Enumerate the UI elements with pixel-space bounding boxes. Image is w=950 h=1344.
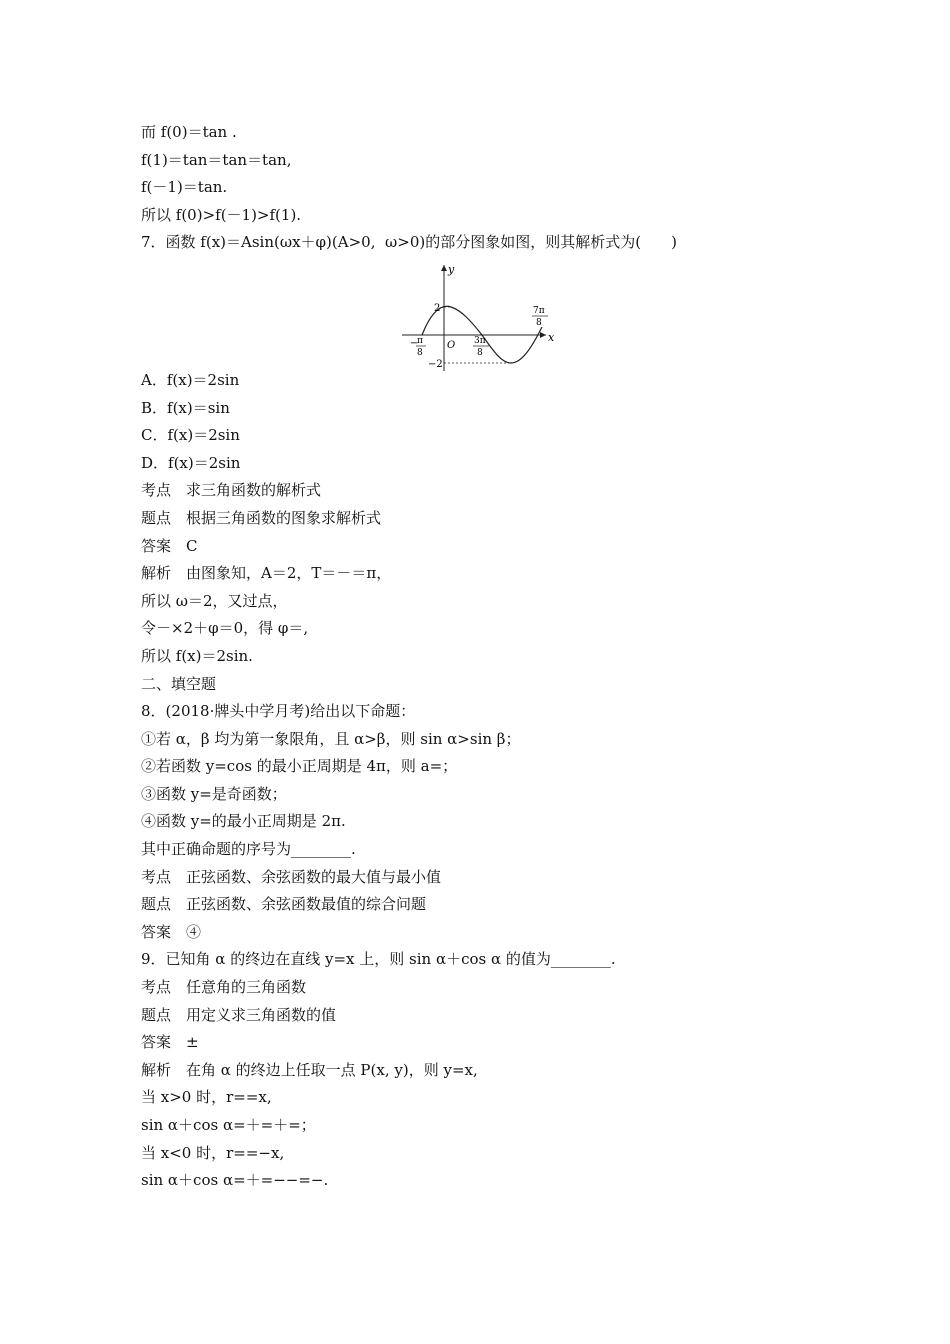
text-line: 所以 f(x)＝2sin. [141, 646, 253, 665]
y-min-label: −2 [428, 358, 443, 370]
text-line: ①若 α，β 均为第一象限角，且 α>β，则 sin α>sin β； [141, 729, 521, 748]
text-line: 考点 正弦函数、余弦函数的最大值与最小值 [141, 867, 442, 886]
y-axis-label: y [448, 262, 455, 276]
sine-graph-figure [141, 257, 821, 370]
text-line: sin α＋cos α=＋=＋=； [141, 1116, 316, 1134]
x-right-num: 7π [533, 305, 545, 316]
text-line: 题点 用定义求三角函数的值 [141, 1005, 337, 1024]
text-line: 而 f(0)＝tan . [141, 123, 237, 141]
x-left-num: π [417, 335, 423, 346]
text-line: 当 x<0 时，r==−x, [141, 1143, 285, 1162]
x-mid-den: 8 [477, 347, 483, 358]
document-page [141, 119, 821, 1195]
option-b: B．f(x)＝sin [141, 398, 230, 417]
question-9-stem: 9．已知角 α 的终边在直线 y=x 上，则 sin α＋cos α 的值为________. [141, 950, 616, 969]
answer-line: 答案 ④ [141, 922, 202, 941]
text-line: 令－×2＋φ＝0，得 φ＝, [141, 619, 309, 638]
sine-graph [396, 261, 566, 381]
x-mid-num: 3π [474, 335, 486, 346]
x-left-den: 8 [417, 347, 423, 358]
section-heading: 二、填空题 [141, 674, 217, 693]
text-line: f(1)＝tan＝tan＝tan, [141, 150, 292, 169]
x-axis-label: x [548, 330, 555, 344]
text-line: 解析 由图象知，A＝2，T＝－＝π， [141, 564, 392, 583]
question-7-stem: 7．函数 f(x)＝Asin(ωx＋φ)(A>0, ω>0)的部分图象如图，则其解析式为( ) [141, 233, 677, 252]
text-line: 当 x>0 时，r==x, [141, 1088, 272, 1107]
answer-line: 答案 ± [141, 1033, 199, 1052]
text-line: 其中正确命题的序号为________. [141, 840, 356, 859]
text-line: 所以 ω＝2，又过点， [141, 591, 288, 610]
text-line: ④函数 y=的最小正周期是 2π. [141, 812, 346, 831]
text-line: 解析 在角 α 的终边上任取一点 P(x, y)，则 y=x, [141, 1060, 478, 1079]
x-axis-arrow-icon [540, 332, 546, 338]
answer-line: 答案 C [141, 536, 198, 555]
y-axis-arrow-icon [441, 265, 447, 271]
text-line: 考点 求三角函数的解析式 [141, 481, 322, 500]
text-line: sin α＋cos α=＋=−−=−. [141, 1171, 329, 1190]
text-line: 题点 正弦函数、余弦函数最值的综合问题 [141, 895, 427, 914]
text-line: 所以 f(0)>f(－1)>f(1). [141, 205, 302, 224]
option-a: A．f(x)＝2sin [141, 370, 240, 389]
x-left-sign: − [410, 337, 419, 349]
text-line: 题点 根据三角函数的图象求解析式 [141, 508, 382, 527]
x-right-den: 8 [536, 317, 542, 328]
text-line: 考点 任意角的三角函数 [141, 978, 307, 997]
y-max-label: 2 [434, 302, 441, 314]
option-d: D．f(x)＝2sin [141, 453, 241, 472]
text-line: ②若函数 y=cos 的最小正周期是 4π，则 a=； [141, 757, 458, 776]
origin-label: O [447, 339, 456, 351]
text-line: f(－1)＝tan. [141, 178, 228, 197]
option-c: C．f(x)＝2sin [141, 426, 240, 445]
question-8-stem: 8．(2018·牌头中学月考)给出以下命题： [141, 702, 416, 721]
text-line: ③函数 y=是奇函数； [141, 784, 287, 803]
